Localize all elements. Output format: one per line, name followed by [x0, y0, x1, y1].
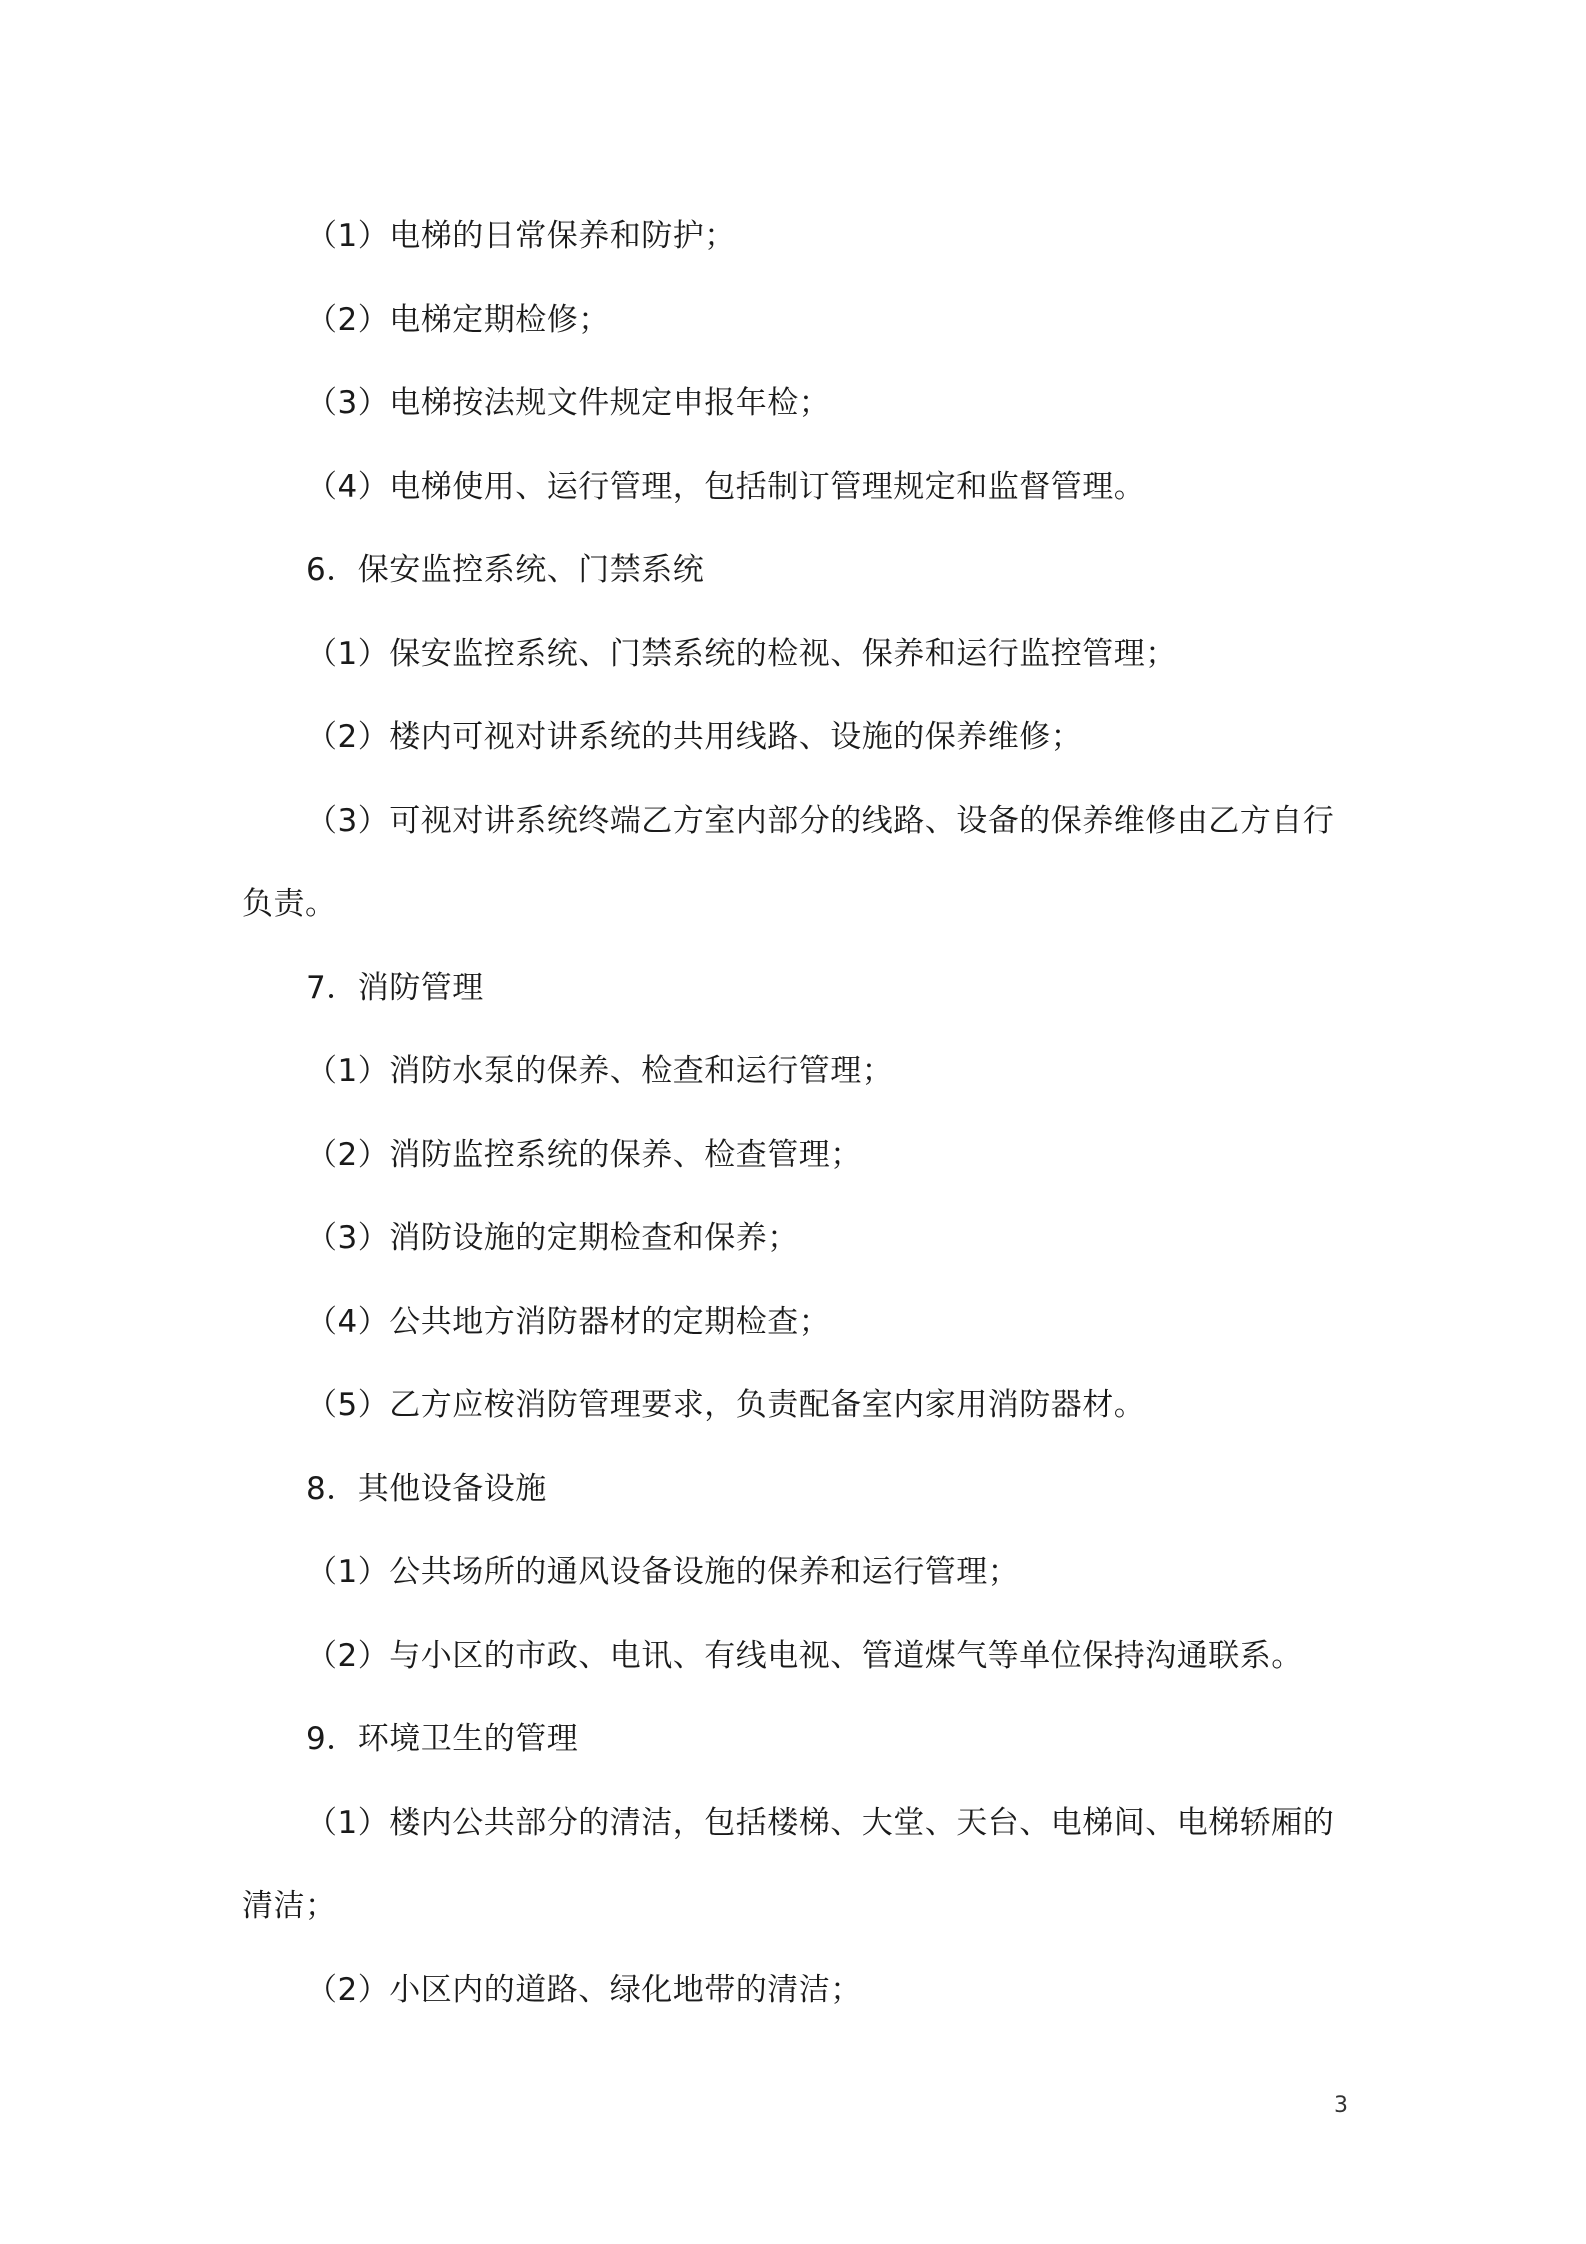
- text-line: （2）楼内可视对讲系统的共用线路、设施的保养维修；: [306, 719, 1083, 755]
- text-line: （1）保安监控系统、门禁系统的检视、保养和运行监控管理；: [306, 635, 1177, 672]
- text-line: （5）乙方应桉消防管理要求，负责配备室内家用消防器材。: [306, 1387, 1146, 1423]
- text-line: 6．保安监控系统、门禁系统: [306, 552, 705, 588]
- text-line: （3）电梯按法规文件规定申报年检；: [306, 385, 831, 421]
- text-line: （4）电梯使用、运行管理，包括制订管理规定和监督管理。: [306, 468, 1146, 505]
- text-line: （4）公共地方消防器材的定期检查；: [306, 1303, 831, 1340]
- text-line: （2）与小区的市政、电讯、有线电视、管道煤气等单位保持沟通联系。: [306, 1637, 1303, 1674]
- text-line: （2）电梯定期检修；: [306, 301, 610, 338]
- text-line: （1）公共场所的通风设备设施的保养和运行管理；: [306, 1554, 1020, 1590]
- text-line: 8．其他设备设施: [306, 1470, 547, 1507]
- text-line: 清洁；: [242, 1888, 337, 1924]
- text-line: （1）楼内公共部分的清洁，包括楼梯、大堂、天台、电梯间、电梯轿厢的: [306, 1804, 1335, 1841]
- page-number: 3: [1334, 2093, 1348, 2118]
- text-line: （3）可视对讲系统终端乙方室内部分的线路、设备的保养维修由乙方自行: [306, 802, 1335, 839]
- text-line: （3）消防设施的定期检查和保养；: [306, 1220, 799, 1256]
- text-line: （2）消防监控系统的保养、检查管理；: [306, 1136, 862, 1173]
- text-line: （2）小区内的道路、绿化地带的清洁；: [306, 1971, 862, 2008]
- text-line: （1）消防水泵的保养、检查和运行管理；: [306, 1053, 894, 1089]
- text-line: 负责。: [242, 886, 337, 922]
- text-line: 9．环境卫生的管理: [306, 1721, 579, 1757]
- document-body: [242, 195, 1352, 2032]
- text-line: 7．消防管理: [306, 969, 484, 1006]
- text-line: （1）电梯的日常保养和防护；: [306, 218, 736, 254]
